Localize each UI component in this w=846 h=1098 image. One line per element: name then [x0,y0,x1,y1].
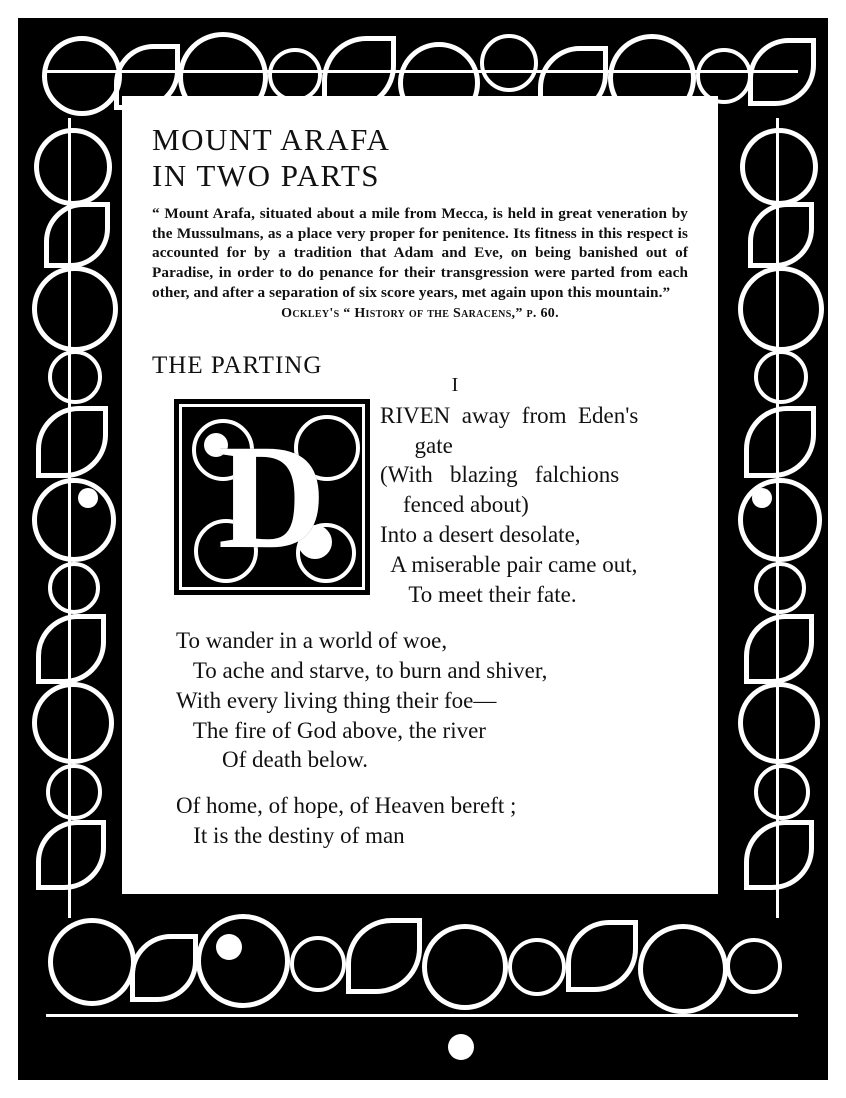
title-line-1: MOUNT ARAFA [152,122,391,157]
vine-stem [68,118,71,918]
verse-line: To meet their fate. [380,582,577,607]
verse-line: The fire of God above, the river [176,717,486,743]
verse-line: Of death below. [176,747,369,773]
scroll-ornament-icon [638,924,728,1014]
leaf-ornament-icon [744,614,814,684]
scroll-ornament-icon [740,128,818,206]
verse-line: It is the destiny of man [176,823,405,849]
verse-line: To ache and starve, to burn and shiver, [176,657,548,683]
flower-ornament-icon [216,934,242,960]
scroll-ornament-icon [196,914,290,1008]
flower-ornament-icon [78,488,98,508]
scroll-ornament-icon [32,478,116,562]
epigraph-attribution: Ockley's “ History of the Saracens,” p. 60. [281,305,559,321]
verse-line: With every living thing their foe— [176,687,497,713]
scroll-ornament-icon [754,350,808,404]
drop-cap-letter: D [217,413,327,580]
flower-ornament-icon [752,488,772,508]
verse-line: To wander in a world of woe, [176,627,448,653]
leaf-ornament-icon [36,406,108,478]
scroll-ornament-icon [32,266,118,352]
scroll-ornament-icon [480,34,538,92]
vine-stem [46,70,798,73]
vine-stem [776,118,779,918]
section-heading: THE PARTING [152,351,323,379]
stanza-3 [152,791,688,851]
verse-line: Into a desert desolate, [380,522,581,548]
leaf-ornament-icon [36,820,106,890]
scroll-ornament-icon [48,350,102,404]
verse-line: Of home, of hope, of Heaven bereft ; [176,793,517,819]
scroll-ornament-icon [726,938,782,994]
verse-line: gate [380,432,453,458]
text-panel [122,96,718,894]
scroll-ornament-icon [508,938,566,996]
verse-line: A miserable pair came out, [380,552,638,578]
leaf-ornament-icon [44,202,110,268]
stanza-2 [152,626,688,775]
verse-line: (With blazing falchions [380,462,620,488]
verse-line: fenced about) [380,492,529,518]
scroll-ornament-icon [34,128,112,206]
scroll-ornament-icon [48,918,136,1006]
scroll-ornament-icon [738,682,820,764]
scroll-ornament-icon [738,478,822,562]
scroll-ornament-icon [290,936,346,992]
page-title [152,122,688,194]
leaf-ornament-icon [346,918,422,994]
epigraph-text: “ Mount Arafa, situated about a mile from Mecca, is held in great veneration by the Mussulmans, as a place very proper for penitence. Its fitness in this respect is accounted for by a tradition that Adam and Eve, on being banished out of Paradise, in order to do penance for their transgression were parted from each other, and after a separation of six score years, met again upon this mountain.” [152,204,688,301]
leaf-ornament-icon [566,920,638,992]
leaf-ornament-icon [36,614,106,684]
scroll-ornament-icon [46,764,102,820]
vine-stem [46,1014,798,1017]
scroll-ornament-icon [268,48,322,102]
title-line-2: IN TWO PARTS [152,157,381,193]
scroll-ornament-icon [754,562,806,614]
leaf-ornament-icon [748,202,814,268]
scroll-ornament-icon [42,36,122,116]
leaf-ornament-icon [744,820,814,890]
leaf-ornament-icon [130,934,198,1002]
verse-line: RIVEN away from Eden's [380,402,639,428]
scroll-ornament-icon [48,562,100,614]
scroll-ornament-icon [754,764,810,820]
flower-ornament-icon [448,1034,474,1060]
scroll-ornament-icon [422,924,508,1010]
part-number: I [451,373,459,396]
illuminated-initial [174,399,370,595]
scroll-ornament-icon [738,266,824,352]
leaf-ornament-icon [744,406,816,478]
scroll-ornament-icon [32,682,114,764]
